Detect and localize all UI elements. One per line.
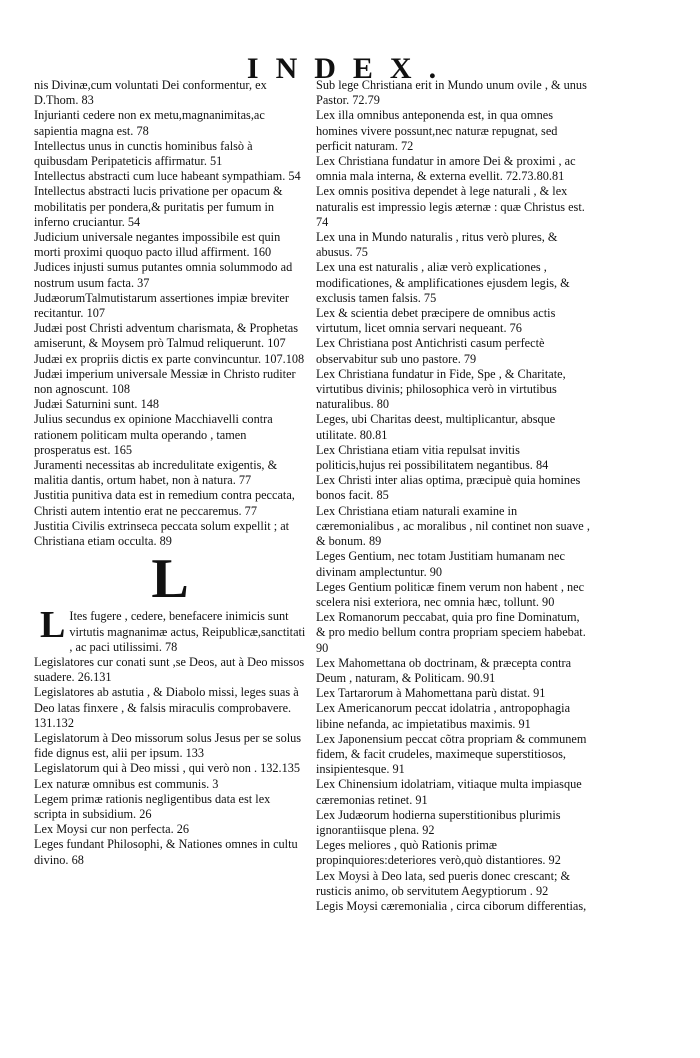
index-entry: Legem primæ rationis negligentibus data est lex scripta in subsidium. 26 — [34, 791, 271, 821]
index-entry: Lex Moysi cur non perfecta. 26 — [34, 822, 190, 837]
index-entry: Lex una est naturalis , aliæ verò explicationes , modificationes, & amplificationes ejusdem legis, & exclusis tamen falsis. 75 — [316, 260, 570, 305]
index-entry: Leges fundant Philosophi, & Nationes omnes in cultu divino. 68 — [34, 837, 298, 867]
index-entry: Justitia punitiva data est in remedium contra peccata, Christi autem intentio erat ne peccaremus. 77 — [34, 488, 295, 518]
index-entry: Injurianti cedere non ex metu,magnanimitas,ac sapientia magna est. 78 — [34, 108, 265, 138]
index-entry: Lex Judæorum hodierna superstitionibus plurimis ignorantiisque plena. 92 — [316, 807, 561, 837]
index-entry: Leges, ubi Charitas deest, multiplicantur, absque utilitate. 80.81 — [316, 412, 556, 442]
index-entry: Lex Christiana etiam vitia repulsat invitis politicis,hujus rei possibilitatem negantibus. 84 — [316, 442, 549, 473]
index-entry: Lex Moysi à Deo lata, sed pueris donec crescant; & rusticis animo, ob servitutem Aegyptiorum . 92 — [316, 868, 571, 898]
index-entry: Judæi post Christi adventum charismata, & Prophetas amiserunt, & Moysem prò Talmud reliquerunt. 107 — [34, 321, 299, 351]
index-entry: Legislatores cur conati sunt ,se Deos, aut à Deo missos suadere. 26.131 — [34, 654, 305, 685]
index-entry: Lex naturæ omnibus est communis. 3 — [34, 776, 219, 791]
index-entry: Legislatorum à Deo missorum solus Jesus per se solus fide dignus est, alii per ipsum. 133 — [34, 730, 302, 761]
right-entries — [316, 78, 590, 914]
index-entry: Lex Christiana fundatur in amore Dei & proximi , ac omnia mala interna, & externa evellit. 72.73.80.81 — [316, 154, 576, 184]
index-entry: Judæi ex propriis dictis ex parte convincuntur. 107.108 — [34, 351, 305, 366]
index-entry: nis Divinæ,cum voluntati Dei conformentur, ex D.Thom. 83 — [34, 78, 267, 108]
index-entry: Lex Christiana etiam naturali examine in cæremonialibus , ac moralibus , nil continet non suave , & bonum. 89 — [316, 503, 590, 549]
index-entry: Juramenti necessitas ab incredulitate exigentis, & malitia dantis, ortum habet, non à natura. 77 — [34, 458, 278, 488]
index-entry: Lex illa omnibus anteponenda est, in qua omnes homines vivere possunt,nec naturæ repugnat, sed perficit naturam. 72 — [316, 108, 558, 153]
index-entry: Leges Gentium, nec totam Justitiam humanam nec divinam amplectuntur. 90 — [316, 549, 565, 579]
index-entry: Intellectus abstracti lucis privatione per opacum & mobilitatis per pondera,& puritatis per fumum in inferno cruciantur. 54 — [34, 184, 283, 229]
index-entry: Lex Chinensium idolatriam, vitiaque multa impiasque cæremonias retinet. 91 — [316, 777, 582, 807]
index-entry: Lex Mahomettana ob doctrinam, & præcepta contra Deum , naturam, & Politicam. 90.91 — [316, 655, 572, 685]
index-entry: Lex & scientia debet præcipere de omnibus actis virtutum, licet omnia servari nequeant. 76 — [316, 306, 556, 336]
index-entry: Leges meliores , quò Rationis primæ propinquiores:deteriores verò,quò distantiores. 92 — [316, 838, 561, 868]
index-entry: Intellectus unus in cunctis hominibus falsò à quibusdam Peripateticis affirmatur. 51 — [34, 138, 253, 169]
index-entry: Intellectus abstracti cum luce habeant sympathiam. 54 — [34, 169, 301, 184]
index-entry: Lex Americanorum peccat idolatria , antropophagia libine nefanda, ac impietatibus maximis. 91 — [316, 701, 571, 731]
index-entry: Lex Christiana fundatur in Fide, Spe , & Charitate, virtutibus divinis; philosophica verò in virtutibus naturalibus. 80 — [316, 366, 566, 412]
index-entry: Judæi imperium universale Messiæ in Christo ruditer non agnoscunt. 108 — [34, 366, 296, 397]
section-letter: L — [151, 548, 189, 611]
index-entry: Lex Romanorum peccabat, quia pro fine Dominatum, & pro medio bellum contra propriam speciem habebat. 90 — [316, 610, 586, 655]
index-entry: Lex Christiana post Antichristi casum perfectè observabitur sub uno pastore. 79 — [316, 336, 545, 366]
index-entry: Judæi Saturnini sunt. 148 — [34, 397, 160, 412]
index-entry: Judices injusti sumus putantes omnia solummodo ad nostrum usum facta. 37 — [34, 260, 293, 290]
left-entries-top — [34, 78, 306, 549]
index-entry: Sub lege Christiana erit in Mundo unum ovile , & unus Pastor. 72.79 — [316, 78, 587, 108]
page-title: INDEX. — [246, 52, 454, 85]
index-entry: Julius secundus ex opinione Macchiavelli contra rationem politicam multa operando , tamen prosperatus est. 165 — [34, 412, 273, 457]
index-entry: JudæorumTalmutistarum assertiones impiæ breviter recitantur. 107 — [34, 290, 289, 321]
index-entry: Justitia Civilis extrinseca peccata solum expellit ; at Christiana etiam occulta. 89 — [34, 518, 290, 549]
index-entry: Lex Japonensium peccat cõtra propriam & communem fidem, & facit crudeles, maximeque superstitiosos, insipientesque. 91 — [316, 731, 587, 777]
right-column — [316, 78, 590, 914]
index-entry: Legislatores ab astutia , & Diabolo missi, leges suas à Deo latas finxere , & falsis miraculis comprobavere. 131.132 — [34, 685, 299, 730]
index-entry: Leges Gentium politicæ finem verum non habent , nec scelera nisi exteriora, nec omnia hæc, tollunt. 90 — [316, 579, 585, 609]
left-column — [34, 78, 306, 868]
index-entry — [34, 604, 306, 655]
entry-text: Ites fugere , cedere, benefacere inimicis sunt virtutis magnanimæ actus, Reipublicæ,sanctitati , ac paci utilissimi. 78 — [69, 609, 306, 654]
index-entry: Legislatorum qui à Deo missi , qui verò non . 132.135 — [34, 761, 301, 776]
index-entry: Lex Christi inter alias optima, præcipuè quia homines bonos facit. 85 — [316, 473, 581, 503]
index-entry: Legis Moysi cæremonialia , circa ciborum differentias, — [316, 898, 587, 913]
index-entry: Lex una in Mundo naturalis , ritus verò plures, & abusus. 75 — [316, 230, 558, 260]
left-entries-bottom — [34, 655, 306, 868]
dropcap: L — [40, 604, 66, 647]
index-entry: Lex omnis positiva dependet à lege naturali , & lex naturalis est impressio legis æternæ : quæ Christus est. 74 — [316, 184, 585, 229]
index-entry: Lex Tartarorum à Mahomettana parù distat. 91 — [316, 686, 546, 701]
index-entry: Judicium universale negantes impossibile est quin morti proximi quoquo pacto illud affirment. 160 — [34, 230, 281, 260]
